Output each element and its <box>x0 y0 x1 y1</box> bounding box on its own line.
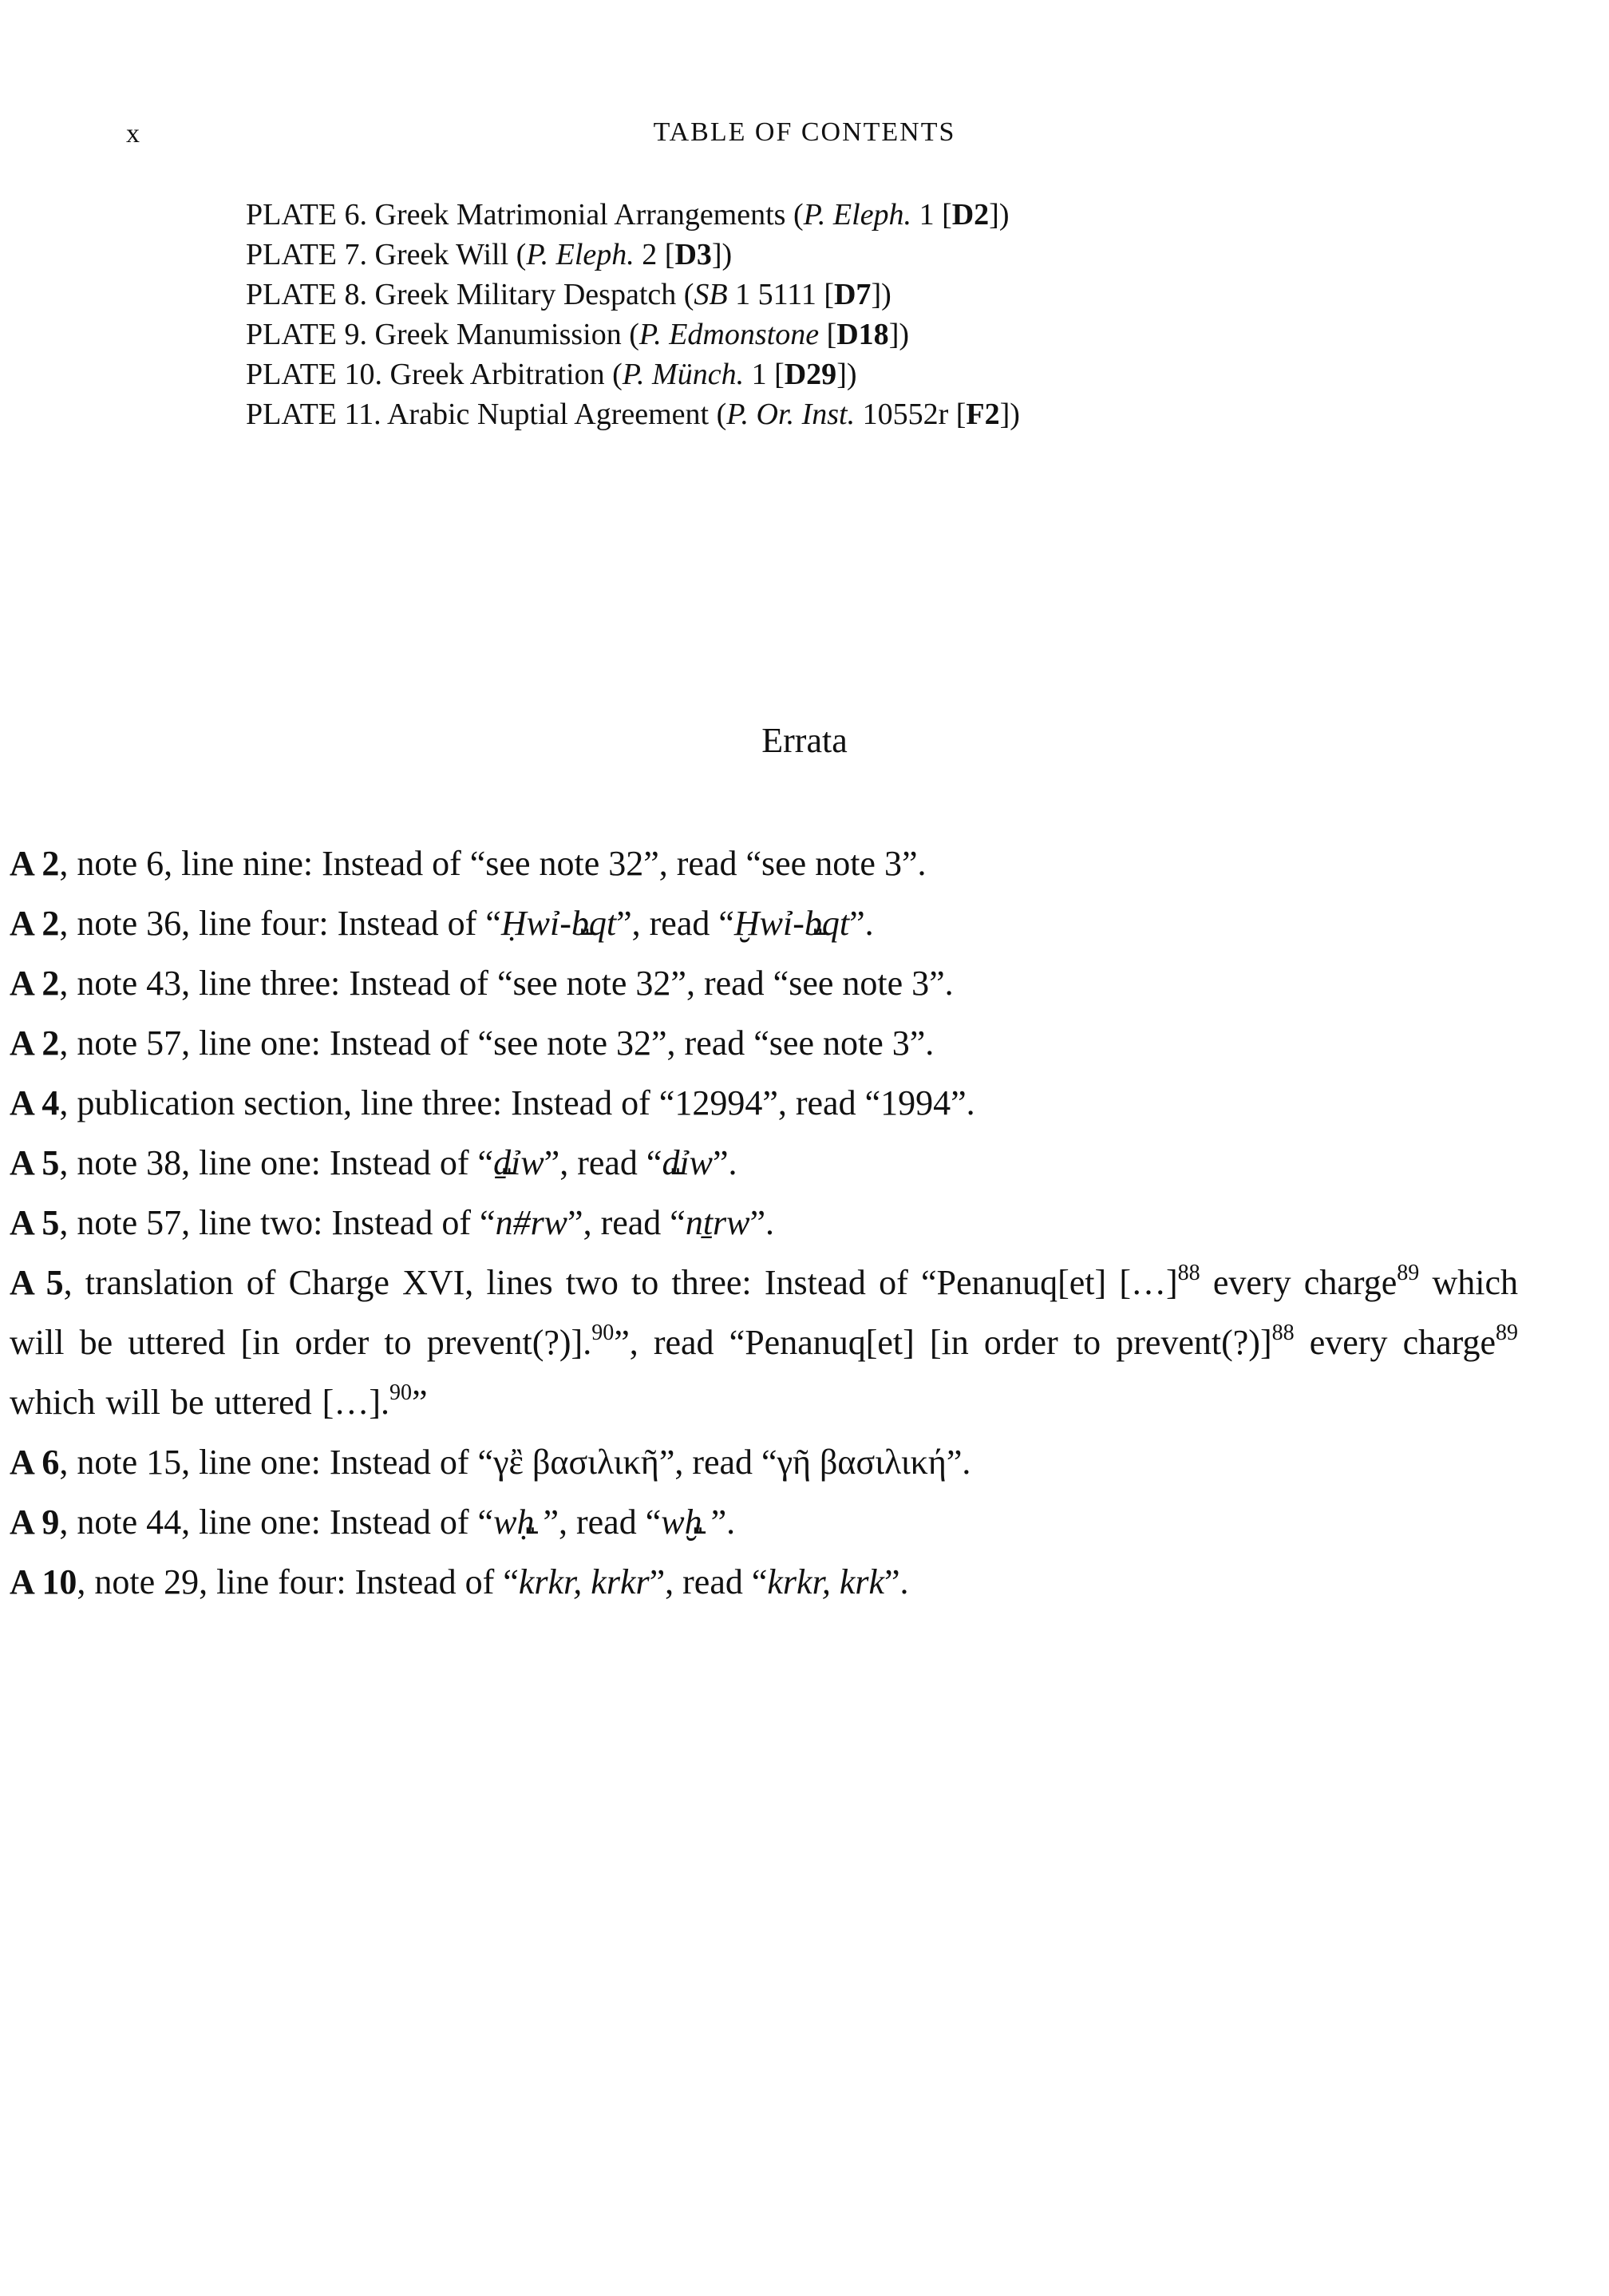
errata-ref: A 5 <box>10 1203 60 1242</box>
errata-old-reading: ḏ꜡ỉw <box>493 1143 544 1182</box>
errata-ref: A 5 <box>10 1143 60 1182</box>
plate-line <box>246 195 1443 235</box>
plate-doc-id: D3 <box>674 238 712 271</box>
errata-text: , note 6, line nine: Instead of “see note 32”, read “see note 3”. <box>59 844 927 883</box>
errata-text: , translation of Charge XVI, lines two to three: Instead of “Penanuq[et] […] <box>63 1263 1178 1302</box>
errata-new-reading: krkr, krk <box>767 1562 884 1601</box>
errata-text: every charge <box>1294 1323 1496 1362</box>
errata-item <box>10 1492 1518 1552</box>
errata-text: , note 57, line one: Instead of “see note 32”, read “see note 3”. <box>59 1023 935 1063</box>
plate-line <box>246 315 1443 354</box>
errata-text: , note 36, line four: Instead of “ <box>59 904 501 943</box>
errata-text: ”, read “ <box>649 1562 768 1601</box>
errata-item <box>10 1253 1518 1432</box>
plate-source: P. Edmonstone <box>638 318 820 351</box>
errata-text: ”, read “Penanuq[et] [in order to prevent(?)] <box>614 1323 1272 1362</box>
errata-item <box>10 1432 1518 1492</box>
errata-title: Errata <box>761 721 848 760</box>
plate-text: 1 5111 [ <box>727 278 834 311</box>
page-number: x <box>126 119 140 148</box>
errata-text: ”. <box>884 1562 909 1601</box>
footnote-ref: 90 <box>591 1320 615 1345</box>
plates-list <box>246 195 1443 434</box>
errata-text: ”. <box>710 1502 736 1542</box>
plate-line <box>246 394 1443 434</box>
errata-text: which will be uttered [in order to prevent(?)]. <box>10 1263 1518 1362</box>
errata-text: which will be uttered […]. <box>10 1383 389 1422</box>
errata-text: ”. <box>849 904 874 943</box>
errata-old-reading: krkr, krkr <box>518 1562 650 1601</box>
plate-text: PLATE 9. Greek Manumission ( <box>246 318 639 351</box>
errata-text: ”, read “ <box>544 1143 662 1182</box>
errata-old-reading: Ḥwỉ-b꜡qt <box>500 904 617 943</box>
plate-source: P. Eleph. <box>526 238 635 271</box>
errata-text: every charge <box>1200 1263 1397 1302</box>
errata-text: , note 15, line one: Instead of “γἒ βασιλικῆ”, read “γῆ βασιλική”. <box>59 1443 971 1482</box>
errata-item <box>10 1552 1518 1612</box>
errata-ref: A 2 <box>10 904 60 943</box>
plate-text: PLATE 6. Greek Matrimonial Arrangements ( <box>246 198 804 232</box>
errata-item <box>10 1073 1518 1133</box>
errata-text: , publication section, line three: Instead of “12994”, read “1994”. <box>59 1083 975 1122</box>
plate-doc-id: D2 <box>951 198 990 232</box>
plate-line <box>246 275 1443 315</box>
errata-ref: A 6 <box>10 1443 60 1482</box>
plate-source: P. Münch. <box>622 358 745 391</box>
errata-text: ” <box>411 1383 428 1422</box>
errata-old-reading: n#rw <box>495 1203 568 1242</box>
plate-doc-id: F2 <box>966 398 1000 431</box>
plate-text: ]) <box>888 318 909 351</box>
errata-text: , note 44, line one: Instead of “ <box>59 1502 494 1542</box>
running-head: TABLE OF CONTENTS <box>653 117 956 147</box>
errata-text: ”, read “ <box>543 1502 662 1542</box>
errata-text: ”. <box>749 1203 775 1242</box>
errata-item <box>10 1013 1518 1073</box>
errata-text: , note 57, line two: Instead of “ <box>59 1203 496 1242</box>
errata-text: ”, read “ <box>616 904 734 943</box>
footnote-ref: 88 <box>1271 1320 1295 1345</box>
errata-item <box>10 893 1518 953</box>
plate-text: PLATE 7. Greek Will ( <box>246 238 527 271</box>
plate-text: 1 [ <box>911 198 952 232</box>
errata-item <box>10 953 1518 1013</box>
footnote-ref: 89 <box>1397 1261 1420 1285</box>
errata-new-reading: wḫ꜡ <box>661 1502 711 1542</box>
plate-text: ]) <box>989 198 1010 232</box>
errata-ref: A 2 <box>10 1023 60 1063</box>
errata-ref: A 5 <box>10 1263 64 1302</box>
errata-ref: A 9 <box>10 1502 60 1542</box>
plate-source: P. Eleph. <box>803 198 912 232</box>
plate-line <box>246 235 1443 275</box>
errata-list <box>10 833 1518 1612</box>
plate-text: ]) <box>871 278 891 311</box>
errata-text: ”. <box>713 1143 737 1182</box>
errata-ref: A 2 <box>10 964 60 1003</box>
plate-source: SB <box>694 278 728 311</box>
plate-line <box>246 354 1443 394</box>
plate-text: 1 [ <box>744 358 785 391</box>
plate-doc-id: D29 <box>784 358 837 391</box>
errata-new-reading: d꜡ỉw <box>662 1143 714 1182</box>
errata-new-reading: nṯrw <box>685 1203 750 1242</box>
plate-text: PLATE 8. Greek Military Despatch ( <box>246 278 694 311</box>
plate-text: 2 [ <box>634 238 675 271</box>
plate-doc-id: D7 <box>833 278 872 311</box>
errata-ref: A 10 <box>10 1562 77 1601</box>
plate-text: 10552r [ <box>855 398 967 431</box>
footnote-ref: 90 <box>389 1380 412 1405</box>
errata-old-reading: wḥ꜡ <box>493 1502 544 1542</box>
errata-item <box>10 833 1518 893</box>
plate-text: ]) <box>836 358 857 391</box>
errata-ref: A 2 <box>10 844 60 883</box>
plate-doc-id: D18 <box>836 318 889 351</box>
plate-text: ]) <box>999 398 1020 431</box>
plate-source: P. Or. Inst. <box>726 398 856 431</box>
errata-ref: A 4 <box>10 1083 60 1122</box>
footnote-ref: 89 <box>1496 1320 1519 1345</box>
errata-text: , note 29, line four: Instead of “ <box>77 1562 519 1601</box>
errata-item <box>10 1193 1518 1253</box>
footnote-ref: 88 <box>1177 1261 1200 1285</box>
errata-text: ”, read “ <box>567 1203 686 1242</box>
plate-text: PLATE 11. Arabic Nuptial Agreement ( <box>246 398 727 431</box>
errata-new-reading: Ḫwỉ-b꜡qt <box>733 904 850 943</box>
errata-text: , note 38, line one: Instead of “ <box>59 1143 494 1182</box>
errata-item <box>10 1133 1518 1193</box>
plate-text: ]) <box>711 238 733 271</box>
plate-text: [ <box>819 318 837 351</box>
errata-text: , note 43, line three: Instead of “see note 32”, read “see note 3”. <box>59 964 954 1003</box>
plate-text: PLATE 10. Greek Arbitration ( <box>246 358 623 391</box>
